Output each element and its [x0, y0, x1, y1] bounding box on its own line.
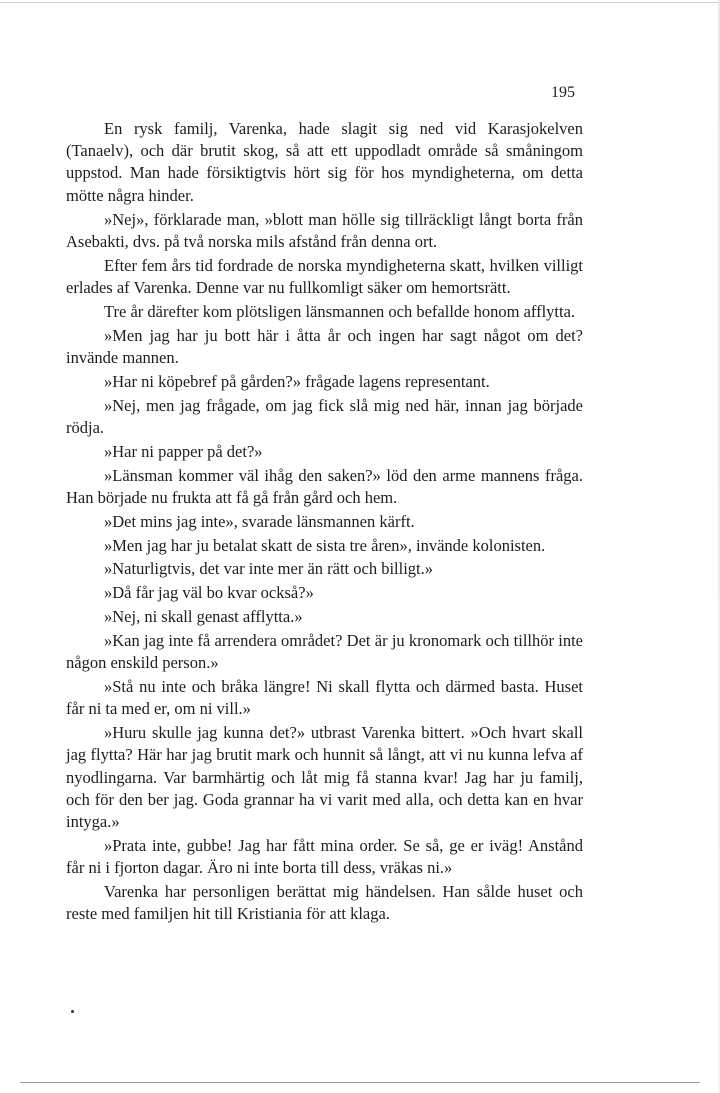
- paragraph-12: »Naturligtvis, det var inte mer än rätt och billigt.»: [104, 559, 434, 579]
- paragraph-3: Efter fem års tid fordrade de norska myndigheterna skatt, hvilken villigt erlades af Varenka. Denne var nu fullkomligt säker om hemortsrätt.: [66, 255, 583, 297]
- paragraph-13: »Då får jag väl bo kvar också?»: [104, 583, 314, 603]
- paragraph-10: »Det mins jag inte», svarade länsmannen kärft.: [104, 511, 415, 531]
- paragraph-15: »Kan jag inte få arrendera området? Det är ju kronomark och tillhör inte någon enskild person.»: [66, 631, 583, 673]
- paragraph-8: »Har ni papper på det?»: [104, 441, 263, 461]
- page-number: 195: [551, 84, 575, 101]
- paragraph-19: Varenka har personligen berättat mig händelsen. Han sålde huset och reste med familjen hit till Kristiania för att klaga.: [66, 882, 583, 924]
- top-scan-rule: [0, 2, 720, 3]
- bottom-scan-rule: [20, 1082, 700, 1083]
- paragraph-18: »Prata inte, gubbe! Jag har fått mina order. Se så, ge er iväg! Anstånd får ni i fjorton dagar. Äro ni inte borta till dess, vräkas ni.»: [66, 835, 583, 878]
- body-text: [66, 118, 583, 927]
- paragraph-5: »Men jag har ju bott här i åtta år och ingen har sagt något om det? invände mannen.: [66, 325, 583, 367]
- paragraph-9: »Länsman kommer väl ihåg den saken?» löd den arme mannens fråga. Han började nu frukta att få gå från gård och hem.: [66, 465, 583, 507]
- paragraph-11: »Men jag har ju betalat skatt de sista tre åren», invände kolonisten.: [104, 535, 546, 555]
- paragraph-6: »Har ni köpebref på gården?» frågade lagens representant.: [104, 371, 490, 391]
- paragraph-7: »Nej, men jag frågade, om jag fick slå mig ned här, innan jag började rödja.: [66, 395, 583, 437]
- paragraph-2: »Nej», förklarade man, »blott man hölle sig tillräckligt långt borta från Asebakti, dvs. på två norska mils afstånd från denna ort.: [66, 209, 583, 251]
- paragraph-14: »Nej, ni skall genast afflytta.»: [104, 607, 303, 627]
- paragraph-4: Tre år därefter kom plötsligen länsmannen och befallde honom afflytta.: [104, 301, 576, 321]
- stray-ink-dot: [71, 1010, 74, 1013]
- paragraph-16: »Stå nu inte och bråka längre! Ni skall flytta och därmed basta. Huset får ni ta med er, om ni vill.»: [66, 677, 583, 719]
- paragraph-1: En rysk familj, Varenka, hade slagit sig ned vid Karasjokelven (Tanaelv), och där brutit skog, så att ett uppodladt område så småningom uppstod. Man hade försiktigtvis hört sig för hos myndigheterna, om detta mötte några hinder.: [66, 119, 583, 205]
- paragraph-17: »Huru skulle jag kunna det?» utbrast Varenka bittert. »Och hvart skall jag flytta? Här har jag brutit mark och hunnit så långt, att vi nu kunna lefva af nyodlingarna. Var barmhärtig och låt mig få stanna kvar! Jag har ju familj, och för den ber jag. Goda grannar ha vi varit med alla, och detta kan en hvar intyga.»: [66, 723, 583, 832]
